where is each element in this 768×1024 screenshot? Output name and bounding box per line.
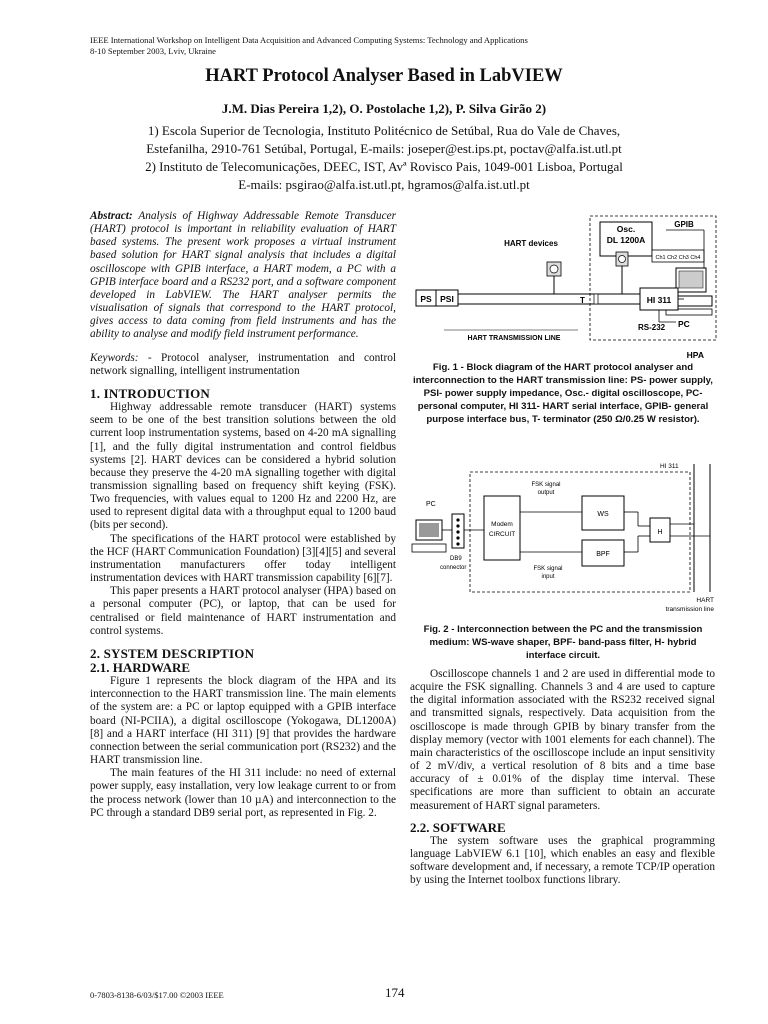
ps-label: PS — [420, 294, 432, 304]
channels-label: Ch1 Ch2 Ch3 Ch4 — [655, 255, 701, 261]
header-line-1: IEEE International Workshop on Intelligent Data Acquisition and Advanced Computing Systems: Technology and Applications — [90, 35, 528, 45]
paragraph: This paper presents a HART protocol analyser (HPA) based on a personal computer (PC), or laptop, that can be used for centralised or field maintenance of HART instrumentation and control systems. — [90, 585, 396, 637]
figure-1-caption: Fig. 1 - Block diagram of the HART protocol analyser and interconnection to the HART transmission line: PS- power supply, PSI- power supply impedance, Osc.- digital oscilloscope, PC- personal computer, HI 311- HART serial interface, GPIB- general purpose interface bus, T- terminator (250 Ω/0.25 W resistor). — [413, 362, 713, 425]
subsection-heading: 2.2. SOFTWARE — [410, 819, 506, 835]
gpib-label: GPIB — [674, 220, 694, 229]
h-label: H — [657, 529, 663, 536]
bpf-label: BPF — [596, 551, 610, 558]
authors: J.M. Dias Pereira 1,2), O. Postolache 1,2), P. Silva Girão 2) — [221, 101, 547, 116]
copyright-footer: 0-7803-8138-6/03/$17.00 ©2003 IEEE — [90, 990, 224, 1000]
db9-label: DB9 connector — [440, 556, 467, 571]
hart-device-icon — [547, 262, 561, 294]
fsk-input-label: FSK signal input — [533, 566, 563, 580]
figure-2-caption: Fig. 2 - Interconnection between the PC and the transmission medium: WS-wave shaper, BPF- band-pass filter, H- hybrid interface circuit. — [423, 624, 703, 661]
ws-label: WS — [597, 511, 609, 518]
pc-label: PC — [678, 319, 690, 329]
modem-circuit-box — [484, 496, 520, 560]
page-number: 174 — [385, 985, 405, 1000]
transmission-line-label: HART TRANSMISSION LINE — [467, 335, 561, 342]
affiliation-line: 1) Escola Superior de Tecnologia, Instituto Politécnico de Setúbal, Rua do Vale de Chaves, — [147, 123, 621, 138]
header-line-2: 8-10 September 2003, Lviv, Ukraine — [90, 46, 216, 56]
affiliation-line: Estefanilha, 2910-761 Setúbal, Portugal, E-mails: joseper@est.ips.pt, poctav@alfa.ist.utl.pt — [146, 141, 622, 156]
paragraph: Oscilloscope channels 1 and 2 are used in differential mode to acquire the FSK signalling. Channels 3 and 4 are used to capture the digital information associated with the RS232 received signal and transmitted signals, respectively. Data acquisition from the oscilloscope is made through GPIB by binary transfer from the display memory (vector with 1001 elements for each channel). The main characteristics of the oscilloscope include an input sensitivity of 2 mV/div, a vertical resolution of 8 bits and a time base accuracy of ± 0.01% of the display time interval. These specifications are more than sufficient to obtain an accurate measurement of HART signal parameters. — [410, 668, 715, 812]
osc-label: Osc. — [616, 224, 636, 234]
paragraph: The system software uses the graphical programming language LabVIEW 6.1 [10], which enables an easy and flexible software development and, if necessary, a remote TCP/IP operation by using the Internet toolbox functions library. — [410, 834, 715, 887]
terminator-label: T — [580, 296, 585, 305]
rs232-label: RS-232 — [638, 323, 666, 332]
figure-1-block-diagram — [404, 212, 720, 360]
pc-computer-icon — [412, 520, 446, 552]
affiliation-line: 2) Instituto de Telecomunicações, DEEC, IST, Avª Rovisco Pais, 1049-001 Lisboa, Portugal — [145, 159, 623, 174]
hart-line-label: HART transmission line — [665, 597, 714, 613]
keywords-label: Keywords: — [90, 351, 139, 364]
keywords — [90, 352, 396, 378]
affiliation-line: E-mails: psgirao@alfa.ist.utl.pt, hgramos@alfa.ist.utl.pt — [238, 177, 530, 192]
hi311-label: HI 311 — [660, 463, 679, 470]
hi311-label: HI 311 — [646, 295, 672, 305]
subsection-heading: 2.1. HARDWARE — [90, 660, 191, 675]
hpa-label: HPA — [686, 350, 704, 360]
abstract — [90, 210, 396, 342]
section-heading: 1. INTRODUCTION — [90, 385, 211, 401]
psi-label: PSI — [440, 294, 454, 304]
paragraph: Highway addressable remote transducer (HART) systems seem to be one of the best transition solutions between the old current loop instrumentation systems, based on 4-20 mA signalling [1], and the fully digital instrumentation and control fieldbus systems [2]. HART devices can be considered a hybrid solution because they preserve the 4-20 mA signalling together with digital transmission signalling based on frequency shift keying (FSK). Two frequencies, with values equal to 1200 Hz and 2200 Hz, are used to represent digital data with a throughput equal to 1200 baud (bits per second). — [90, 401, 396, 532]
fsk-output-label: FSK signal output — [531, 482, 561, 496]
terminator-resistor — [594, 294, 598, 304]
hart-devices-label: HART devices — [504, 239, 558, 248]
right-column — [410, 668, 715, 888]
figure-2-interconnection-diagram — [404, 460, 720, 620]
section-heading: 2. SYSTEM DESCRIPTION — [90, 645, 255, 661]
left-column — [90, 210, 396, 820]
paper-title: HART Protocol Analyser Based in LabVIEW — [205, 66, 563, 86]
abstract-text: Analysis of Highway Addressable Remote Transducer (HART) protocol is important in reliability evaluation of HART based systems. The present work proposes a virtual instrument based solution for HART signal analysis that includes a digital oscilloscope with GPIB interface, a HART modem, a PC with a GPIB interface board and a RS232 port, and a software component developed in LabVIEW. The HART analyser permits the visualisation of signals that correspond to the HART protocol, gives access to data coming from field instruments and has the ability to analyse and modify field instrument performance. — [90, 210, 396, 341]
paragraph: The specifications of the HART protocol were established by the HCF (HART Communication Foundation) [3][4][5] and several instrumentation manufacturers offer today intelligent instrumentation devices with HART transmission capability [6][7]. — [90, 532, 396, 585]
hart-device-icon — [616, 252, 628, 294]
modem-label: Modem CIRCUIT — [488, 521, 516, 538]
pc-label: PC — [426, 501, 436, 508]
paragraph: The main features of the HI 311 include: no need of external power supply, easy installation, very low leakage current to or from the process network (lower than 10 µA) and interconnection to the PC through a standard DB9 serial port, as represented in Fig. 2. — [90, 767, 396, 819]
abstract-label: Abstract: — [90, 210, 133, 222]
osc-model-label: DL 1200A — [606, 235, 646, 245]
paragraph: Figure 1 represents the block diagram of the HPA and its interconnection to the HART transmission line. The main elements of the system are: a PC or laptop equipped with a GPIB interface board (NI-PCIIA), a digital oscilloscope (Yokogawa, DL1200A) [8] and a HART interface (HI 311) [9] that provides the hardware connection between the serial communication port (RS232) and the HART transmission line. — [90, 675, 396, 767]
affiliations — [0, 122, 768, 194]
keywords-text: - Protocol analyser, instrumentation and control network signalling, intelligent instrumentation — [90, 351, 396, 377]
conference-header — [90, 35, 690, 57]
